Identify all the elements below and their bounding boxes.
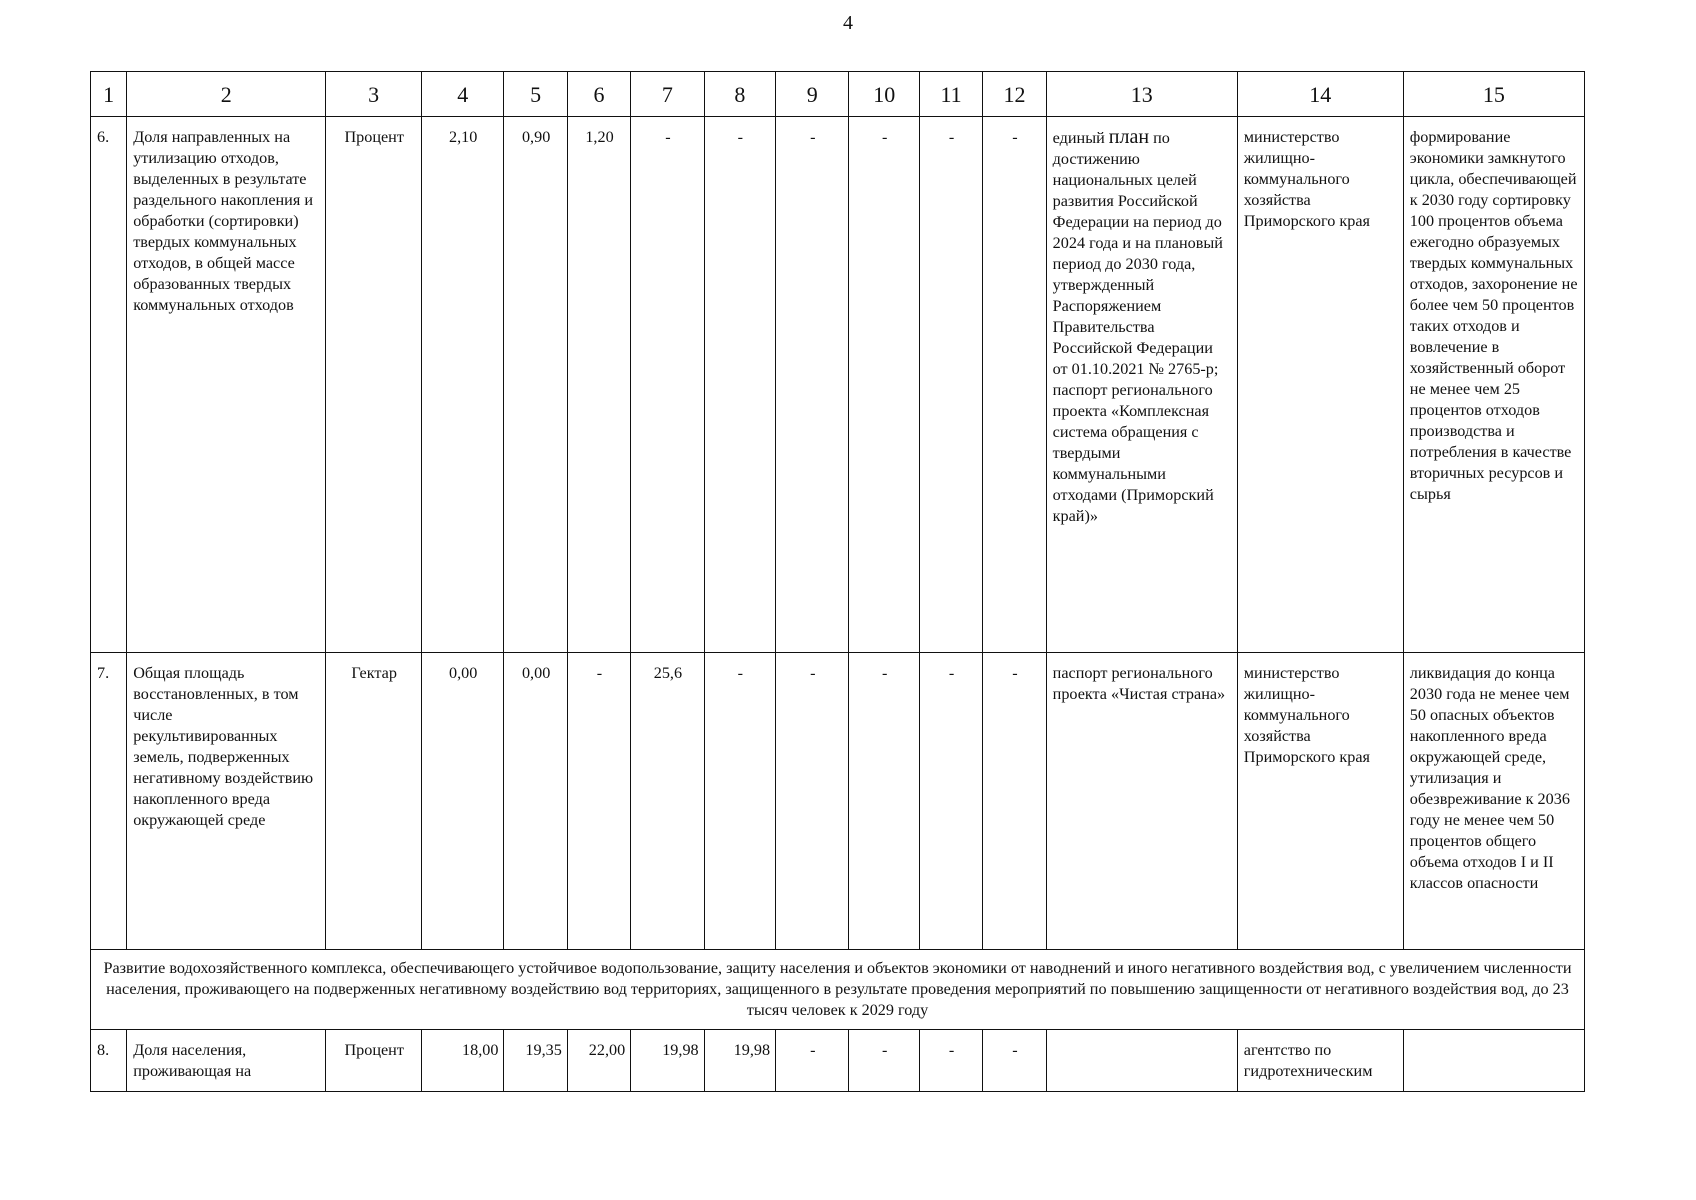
indicator-name: Доля населения, проживающая на	[127, 1030, 326, 1092]
indicator-name: Доля направленных на утилизацию отходов, выделенных в результате раздельного накопления и обработки (сортировки) твердых коммунальных отходов, в общей массе образованных твердых коммунальных отходов	[127, 117, 326, 653]
responsible-cell: агентство по гидротехническим	[1237, 1030, 1403, 1092]
header-cell: 10	[849, 72, 919, 117]
goal-cell: ликвидация до конца 2030 года не менее чем 50 опасных объектов накопленного вреда окружающей среде, утилизация и обезвреживание к 2036 году не менее чем 50 процентов общего объема отходов I и II классов опасности	[1403, 653, 1584, 950]
value-cell: -	[983, 1030, 1046, 1092]
row-number: 8.	[91, 1030, 127, 1092]
value-cell: 1,20	[567, 117, 630, 653]
value-cell: -	[776, 653, 849, 950]
value-cell: -	[919, 653, 982, 950]
header-cell: 7	[631, 72, 704, 117]
goal-cell: формирование экономики замкнутого цикла, обеспечивающей к 2030 году сортировку 100 процентов объема ежегодно образуемых твердых коммунальных отходов, захоронение не более чем 50 процентов таких отходов и вовлечение в хозяйственный оборот не менее чем 25 процентов отходов производства и потребления в качестве вторичных ресурсов и сырья	[1403, 117, 1584, 653]
value-cell: -	[849, 653, 919, 950]
page-number: 4	[843, 12, 853, 34]
table-row	[91, 117, 1585, 653]
responsible-cell: министерство жилищно-коммунального хозяйства Приморского края	[1237, 653, 1403, 950]
value-cell: -	[776, 1030, 849, 1092]
header-cell: 15	[1403, 72, 1584, 117]
header-cell: 14	[1237, 72, 1403, 117]
value-cell: 19,98	[631, 1030, 704, 1092]
responsible-cell: министерство жилищно-коммунального хозяйства Приморского края	[1237, 117, 1403, 653]
header-cell: 13	[1046, 72, 1237, 117]
row-number: 7.	[91, 653, 127, 950]
value-cell: 0,00	[504, 653, 567, 950]
document-cell	[1046, 117, 1237, 653]
header-cell: 1	[91, 72, 127, 117]
header-cell: 9	[776, 72, 849, 117]
header-cell: 8	[704, 72, 775, 117]
value-cell: 25,6	[631, 653, 704, 950]
header-cell: 5	[504, 72, 567, 117]
value-cell: 22,00	[567, 1030, 630, 1092]
header-cell: 4	[421, 72, 503, 117]
value-cell: 19,98	[704, 1030, 775, 1092]
value-cell: 0,00	[421, 653, 503, 950]
section-title: Развитие водохозяйственного комплекса, обеспечивающего устойчивое водопользование, защиту населения и объектов экономики от наводнений и иного негативного воздействия вод, с увеличением численности населения, проживающего на подверженных негативному воздействию вод территориях, защищенного в результате проведения мероприятий по повышению защищенности от негативного воздействия вод, до 23 тысяч человек к 2029 году	[91, 950, 1585, 1030]
table-row	[91, 1030, 1585, 1092]
document-text: по достижению национальных целей развития Российской Федерации на период до 2024 года и на плановый период до 2030 года, утвержденный Распоряжением Правительства Российской Федерации от 01.10.2021 № 2765-р; паспорт регионального проекта «Комплексная система обращения с твердыми коммунальными отходами (Приморский край)»	[1052, 129, 1223, 525]
value-cell: -	[776, 117, 849, 653]
value-cell: -	[919, 1030, 982, 1092]
unit-cell: Гектар	[326, 653, 422, 950]
section-row	[91, 950, 1585, 1030]
value-cell: 18,00	[421, 1030, 503, 1092]
value-cell: -	[849, 1030, 919, 1092]
header-cell: 12	[983, 72, 1046, 117]
value-cell: -	[983, 117, 1046, 653]
value-cell: 2,10	[421, 117, 503, 653]
header-cell: 11	[919, 72, 982, 117]
goal-cell	[1403, 1030, 1584, 1092]
document-cell	[1046, 1030, 1237, 1092]
indicators-table	[90, 71, 1585, 1092]
document-prefix: единый	[1052, 129, 1109, 147]
header-row	[91, 72, 1585, 117]
value-cell: -	[631, 117, 704, 653]
value-cell: -	[567, 653, 630, 950]
value-cell: -	[919, 117, 982, 653]
header-cell: 3	[326, 72, 422, 117]
document-plan-word: план	[1108, 126, 1150, 148]
value-cell: -	[849, 117, 919, 653]
document-cell: паспорт регионального проекта «Чистая страна»	[1046, 653, 1237, 950]
header-cell: 2	[127, 72, 326, 117]
value-cell: 19,35	[504, 1030, 567, 1092]
header-cell: 6	[567, 72, 630, 117]
value-cell: -	[704, 117, 775, 653]
value-cell: 0,90	[504, 117, 567, 653]
row-number: 6.	[91, 117, 127, 653]
value-cell: -	[704, 653, 775, 950]
unit-cell: Процент	[326, 1030, 422, 1092]
table-row	[91, 653, 1585, 950]
value-cell: -	[983, 653, 1046, 950]
indicator-name: Общая площадь восстановленных, в том числе рекультивированных земель, подверженных негативному воздействию накопленного вреда окружающей среде	[127, 653, 326, 950]
unit-cell: Процент	[326, 117, 422, 653]
